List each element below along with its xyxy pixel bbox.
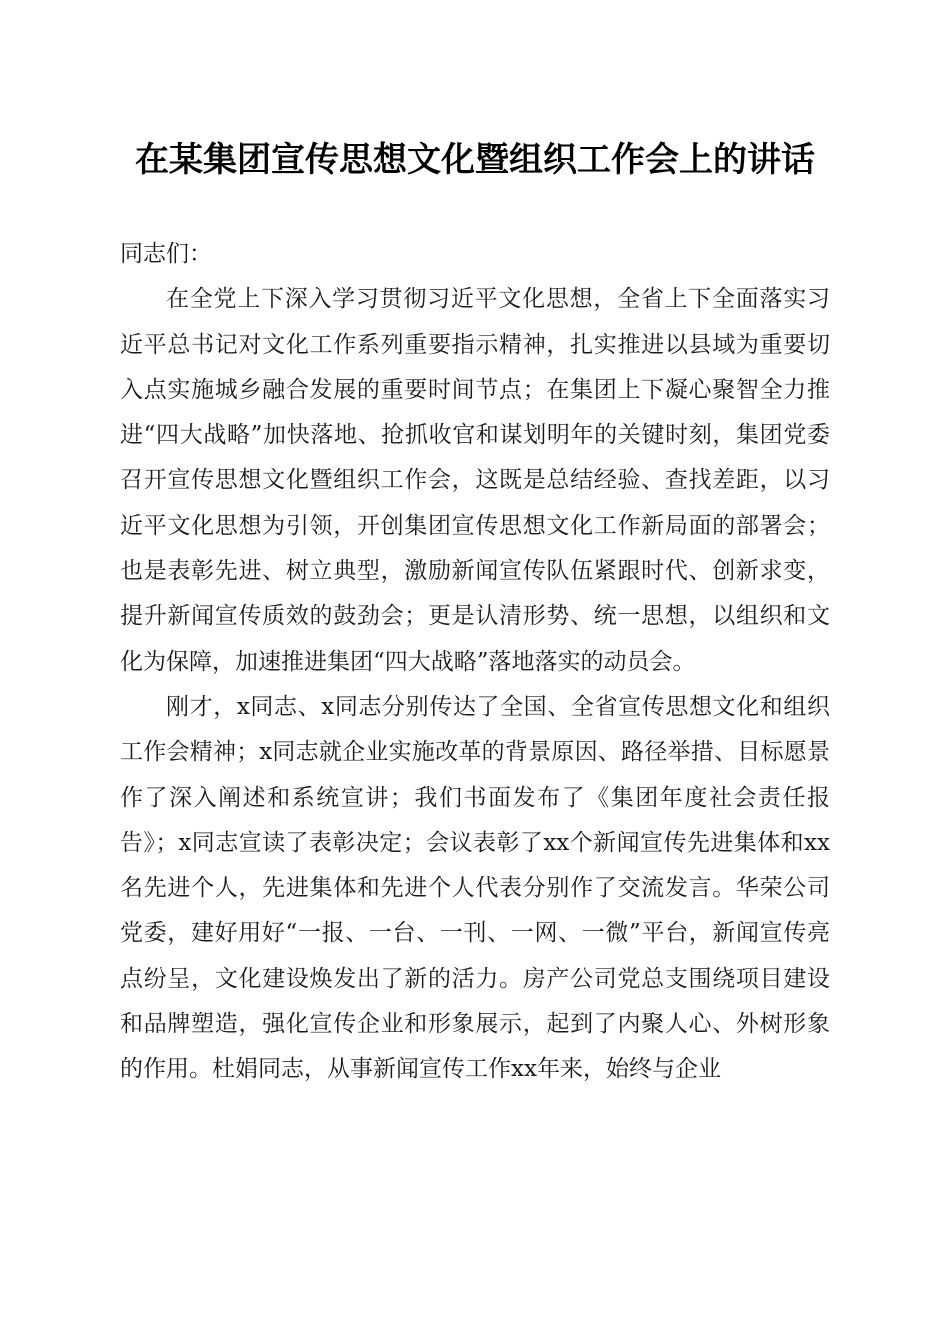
paragraph-2: 刚才，x同志、x同志分别传达了全国、全省宣传思想文化和组织工作会精神；x同志就企业实施改革的背景原因、路径举措、目标愿景作了深入阐述和系统宣讲；我们书面发布了《集团年度社会责任报告》；x同志宣读了表彰决定；会议表彰了xx个新闻宣传先进集体和xx名先进个人，先进集体和先进个人代表分别作了交流发言。华荣公司党委，建好用好“一报、一台、一刊、一网、一微”平台，新闻宣传亮点纷呈，文化建设焕发出了新的活力。房产公司党总支围绕项目建设和品牌塑造，强化宣传企业和形象展示，起到了内聚人心、外树形象的作用。杜娟同志，从事新闻宣传工作xx年来，始终与企业 (120, 693, 830, 1083)
document-body (120, 232, 830, 1093)
document-title: 在某集团宣传思想文化暨组织工作会上的讲话 (135, 140, 815, 180)
salutation: 同志们： (120, 241, 212, 267)
paragraph-1: 在全党上下深入学习贯彻习近平文化思想，全省上下全面落实习近平总书记对文化工作系列重要指示精神，扎实推进以县域为重要切入点实施城乡融合发展的重要时间节点；在集团上下凝心聚智全力推进“四大战略”加快落地、抢抓收官和谋划明年的关键时刻，集团党委召开宣传思想文化暨组织工作会，这既是总结经验、查找差距，以习近平文化思想为引领，开创集团宣传思想文化工作新局面的部署会；也是表彰先进、树立典型，激励新闻宣传队伍紧跟时代、创新求变，提升新闻宣传质效的鼓劲会；更是认清形势、统一思想，以组织和文化为保障，加速推进集团“四大战略”落地落实的动员会。 (120, 286, 830, 675)
